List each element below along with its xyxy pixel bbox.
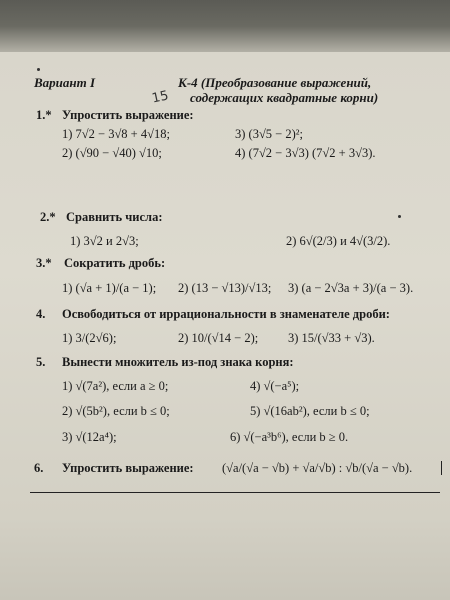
task-item: 2) √(5b²), если b ≤ 0; — [62, 404, 170, 418]
task-number: 3.* — [36, 256, 52, 270]
task-item: 2) 6√(2/3) и 4√(3/2). — [286, 234, 391, 248]
task-item: 1) 3/(2√6); — [62, 331, 117, 345]
task-item: 3) (3√5 − 2)²; — [235, 127, 303, 141]
task-item: 2) (13 − √13)/√13; — [178, 281, 272, 295]
task-number: 5. — [36, 355, 46, 369]
task-title: Освободиться от иррациональности в знаменателе дроби: — [62, 307, 390, 321]
bottom-rule — [30, 492, 440, 493]
task-number: 2.* — [40, 210, 56, 224]
task-item: 3) (a − 2√3a + 3)/(a − 3). — [288, 281, 414, 295]
task-item: 2) 10/(√14 − 2); — [178, 331, 259, 345]
task-title: Упростить выражение: — [62, 108, 194, 122]
handwritten-grade-mark: 15 — [150, 88, 170, 107]
task-item: 6) √(−a³b⁶), если b ≥ 0. — [230, 430, 349, 444]
ink-dot — [37, 68, 40, 71]
task-item: 3) √(12a⁴); — [62, 430, 117, 444]
task-number: 4. — [36, 307, 46, 321]
task-item: 1) √(7a²), если a ≥ 0; — [62, 379, 169, 393]
task-number: 1.* — [36, 108, 52, 122]
task-number: 6. — [34, 461, 44, 475]
task-item: 4) √(−a⁵); — [250, 379, 300, 393]
task-title: Сократить дробь: — [64, 256, 166, 270]
task-item: 5) √(16ab²), если b ≤ 0; — [250, 404, 370, 418]
variant-label: Вариант I — [34, 75, 96, 90]
task-item: (√a/(√a − √b) + √a/√b) : √b/(√a − √b). — [222, 461, 413, 475]
task-item: 1) 7√2 − 3√8 + 4√18; — [62, 127, 170, 141]
task-title: Сравнить числа: — [66, 210, 163, 224]
test-title-line1: К-4 (Преобразование выражений, — [178, 75, 372, 90]
task-item: 1) 3√2 и 2√3; — [70, 234, 139, 248]
task-title: Упростить выражение: — [62, 461, 194, 475]
task-item: 2) (√90 − √40) √10; — [62, 146, 162, 160]
task-item: 4) (7√2 − 3√3) (7√2 + 3√3). — [235, 146, 376, 160]
task-title: Вынести множитель из-под знака корня: — [62, 355, 294, 369]
task-item: 1) (√a + 1)/(a − 1); — [62, 281, 157, 295]
margin-tick — [441, 461, 443, 475]
task-item: 3) 15/(√33 + √3). — [288, 331, 375, 345]
test-title-line2: содержащих квадратные корни) — [190, 90, 379, 105]
ink-dot — [398, 215, 401, 218]
